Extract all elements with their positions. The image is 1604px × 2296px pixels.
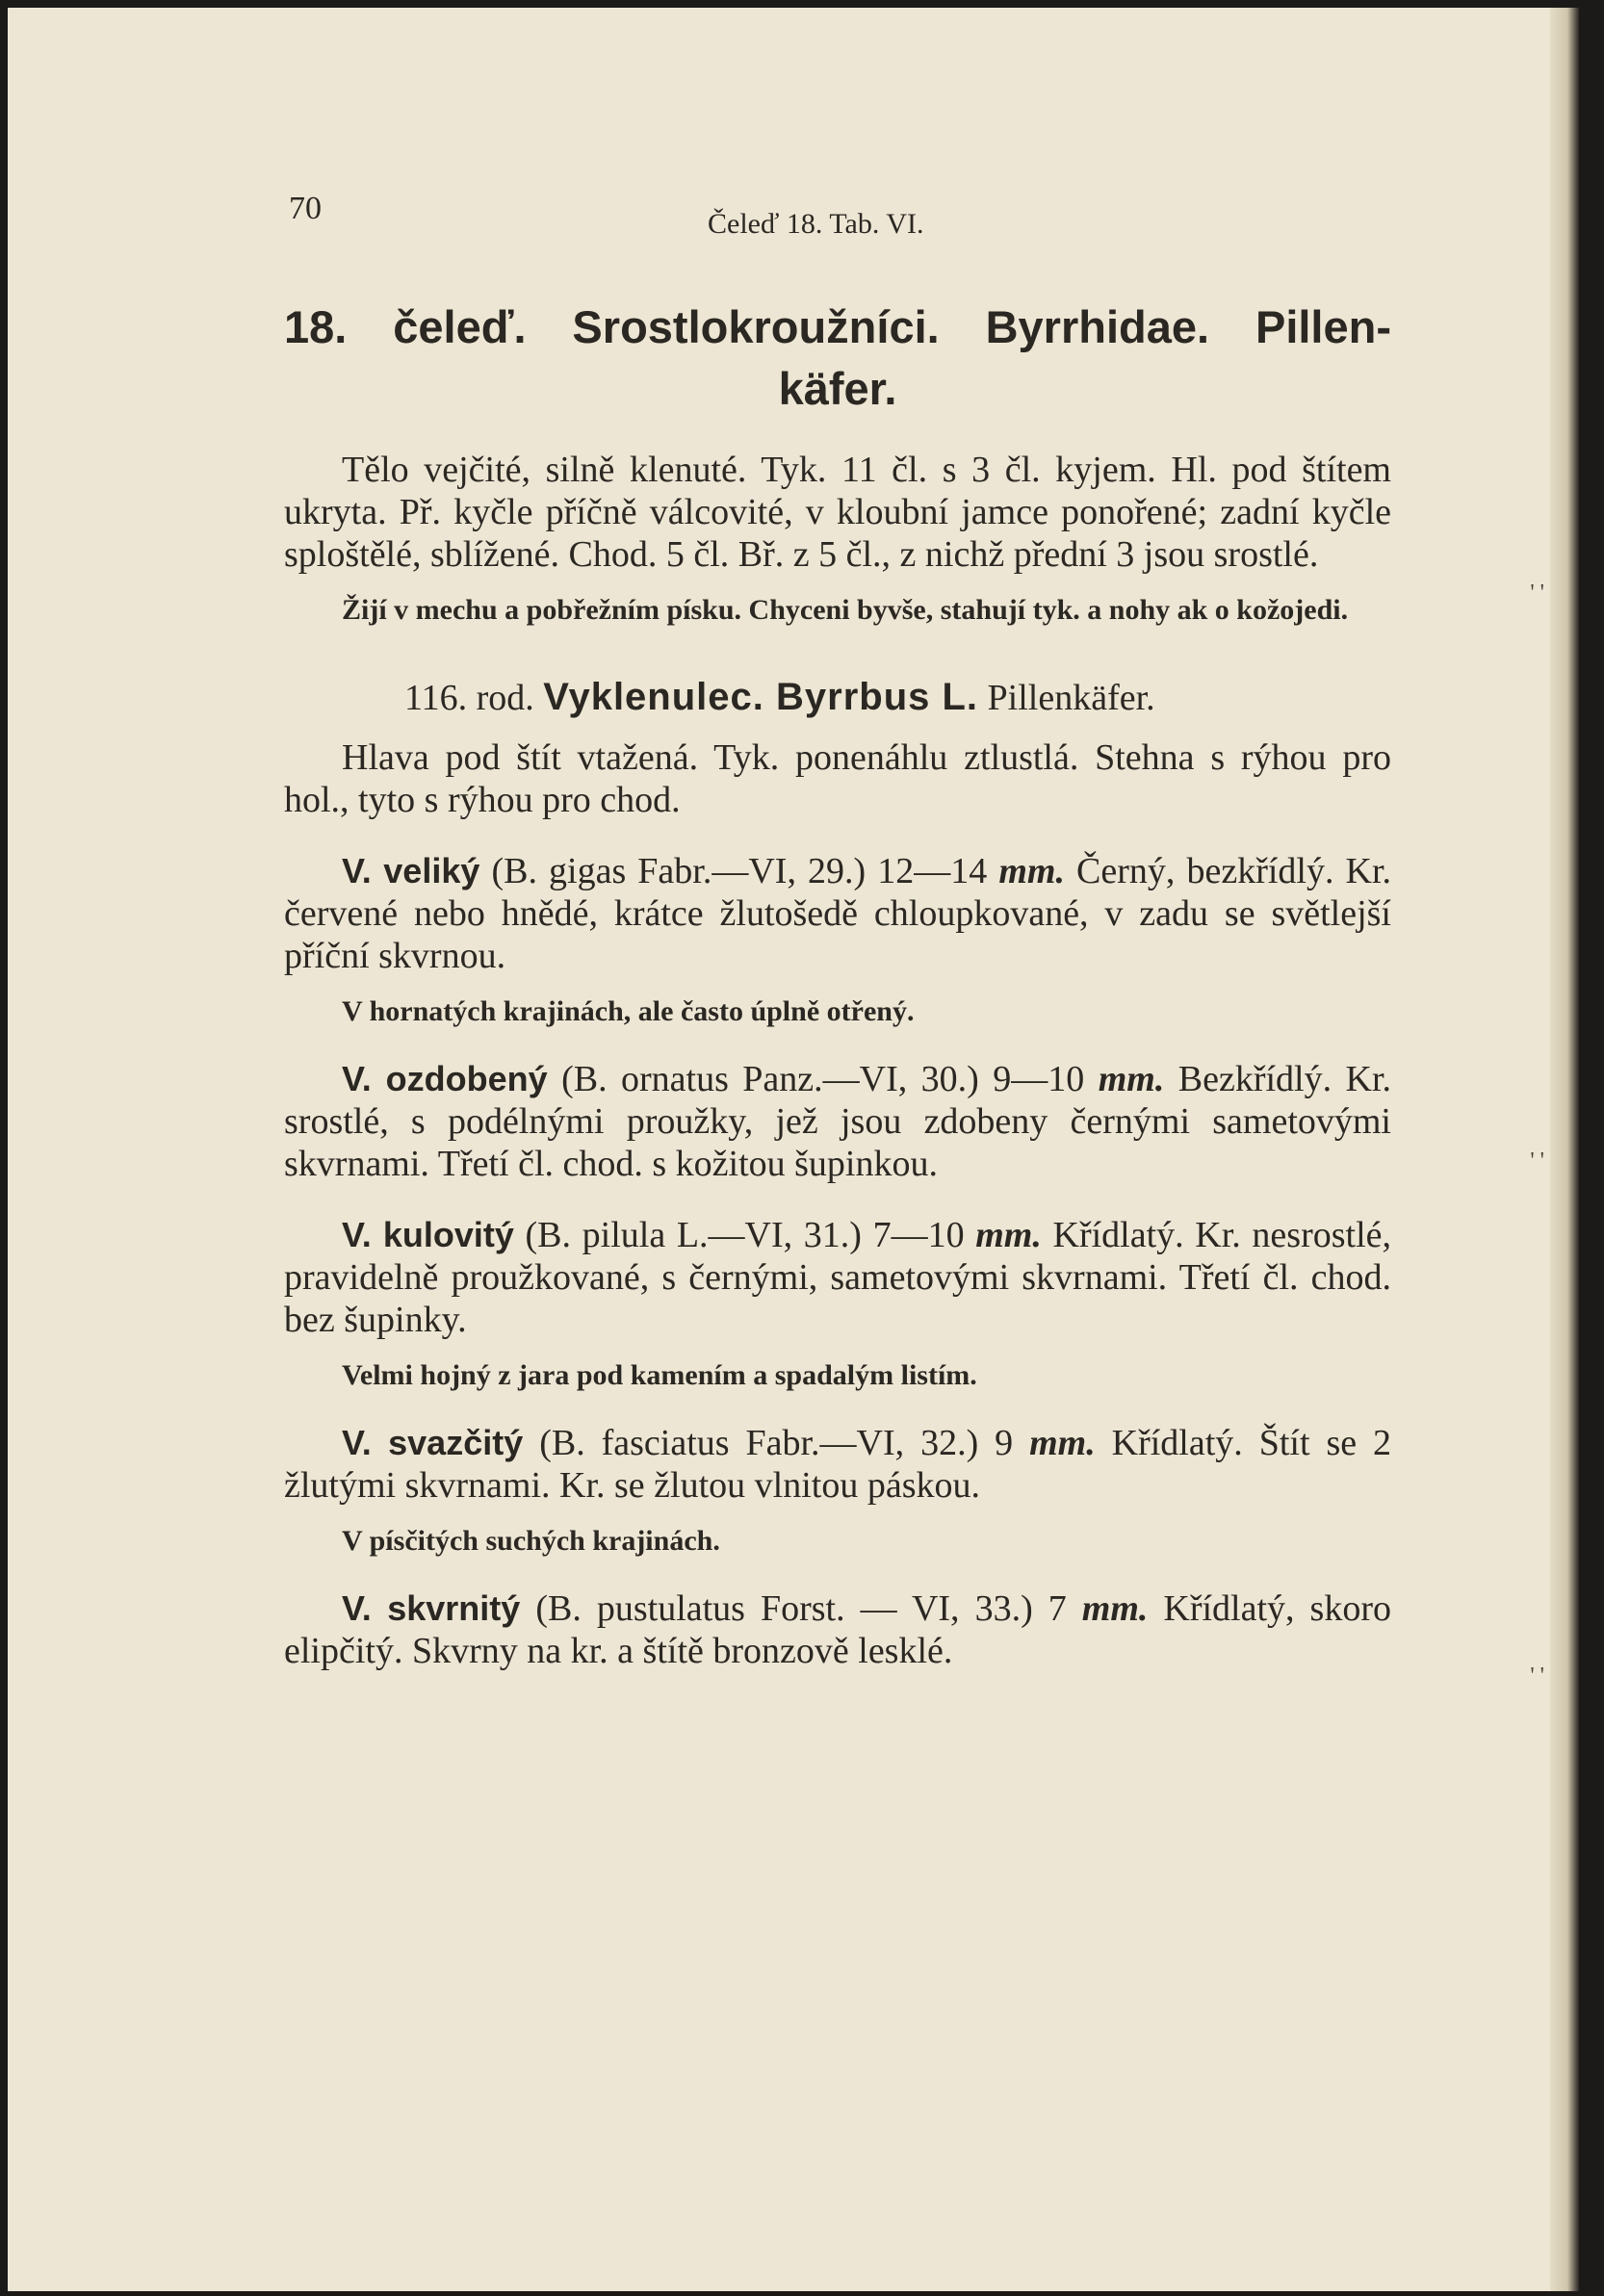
- species-note: V hornatých krajinách, ale často úplně otřený.: [342, 995, 915, 1027]
- page-edge-shadow: [1550, 8, 1579, 2291]
- species-entry: [284, 1587, 1391, 1672]
- margin-mark: ' ': [1530, 580, 1544, 606]
- species-entry: [284, 1214, 1391, 1341]
- species-unit: mm.: [975, 1215, 1042, 1255]
- species-entry: [284, 850, 1391, 977]
- species-unit: mm.: [1081, 1588, 1149, 1629]
- species-name: V. ozdobený: [342, 1059, 548, 1098]
- species-description: Bezkřídlý. Kr. srostlé, s podélnými proužky, jež jsou zdobeny černými sametovými skvrnami. Třetí čl. chod. s kožitou šupinkou.: [284, 1059, 1392, 1184]
- species-description: Černý, bezkřídlý. Kr. červené nebo hnědé, krátce žlutošedě chloupkované, v zadu se světlejší příční skvrnou.: [284, 851, 1392, 976]
- page-header: [284, 191, 1391, 268]
- species-name: V. kulovitý: [342, 1215, 514, 1254]
- species-entry: [284, 1058, 1391, 1185]
- margin-mark: ' ': [1530, 1664, 1544, 1689]
- species-reference: (B. gigas Fabr.—VI, 29.) 12—14: [491, 851, 988, 891]
- species-description: Křídlatý. Kr. nesrostlé, pravidelně proužkované, s černými, sametovými skvrnami. Třetí čl. chod. bez šupinky.: [284, 1215, 1391, 1340]
- genus-german-name: Pillenkäfer.: [987, 678, 1155, 718]
- species-unit: mm.: [1098, 1059, 1165, 1099]
- family-title-line-1: 18. čeleď. Srostlokroužníci. Byrrhidae. Pillen-: [284, 301, 1391, 352]
- species-reference: (B. fasciatus Fabr.—VI, 32.) 9: [539, 1423, 1014, 1463]
- page-content: [284, 191, 1391, 1672]
- species-description: Křídlatý. Štít se 2 žlutými skvrnami. Kr. se žlutou vlnitou páskou.: [284, 1423, 1392, 1506]
- genus-prefix: 116. rod.: [404, 678, 534, 718]
- family-note: Žijí v mechu a pobřežním písku. Chyceni byvše, stahují tyk. a nohy ak o kožojedi.: [342, 594, 1349, 626]
- book-page: [8, 8, 1579, 2291]
- genus-heading: [284, 676, 1391, 719]
- species-reference: (B. pustulatus Forst. — VI, 33.) 7: [535, 1588, 1067, 1629]
- species-unit: mm.: [1029, 1423, 1096, 1463]
- genus-name: Vyklenulec. Byrrbus L.: [543, 676, 979, 718]
- family-title-line-2: käfer.: [778, 363, 897, 414]
- page-number: 70: [289, 191, 322, 226]
- genus-description: Hlava pod štít vtažená. Tyk. ponenáhlu ztlustlá. Stehna s rýhou pro hol., tyto s rýhou pro chod.: [284, 737, 1391, 820]
- species-note: Velmi hojný z jara pod kamením a spadalým listím.: [342, 1359, 977, 1391]
- species-name: V. veliký: [342, 851, 480, 890]
- margin-mark: ' ': [1530, 1148, 1544, 1174]
- species-reference: (B. pilula L.—VI, 31.) 7—10: [525, 1215, 965, 1255]
- species-name: V. skvrnitý: [342, 1588, 521, 1628]
- running-head: Čeleď 18. Tab. VI.: [708, 208, 924, 240]
- family-description: Tělo vejčité, silně klenuté. Tyk. 11 čl. s 3 čl. kyjem. Hl. pod štítem ukryta. Př. kyčle příčně válcovité, v kloubní jamce ponořené; zadní kyčle sploštělé, sblížené. Chod. 5 čl. Bř. z 5 čl., z nichž přední 3 jsou srostlé.: [284, 450, 1391, 575]
- species-unit: mm.: [998, 851, 1065, 891]
- species-reference: (B. ornatus Panz.—VI, 30.) 9—10: [561, 1059, 1085, 1099]
- species-name: V. svazčitý: [342, 1423, 524, 1462]
- species-note: V písčitých suchých krajinách.: [342, 1525, 720, 1557]
- species-entry: [284, 1422, 1391, 1507]
- species-description: Křídlatý, skoro elipčitý. Skvrny na kr. a štítě bronzově lesklé.: [284, 1588, 1391, 1671]
- family-heading: [284, 297, 1391, 420]
